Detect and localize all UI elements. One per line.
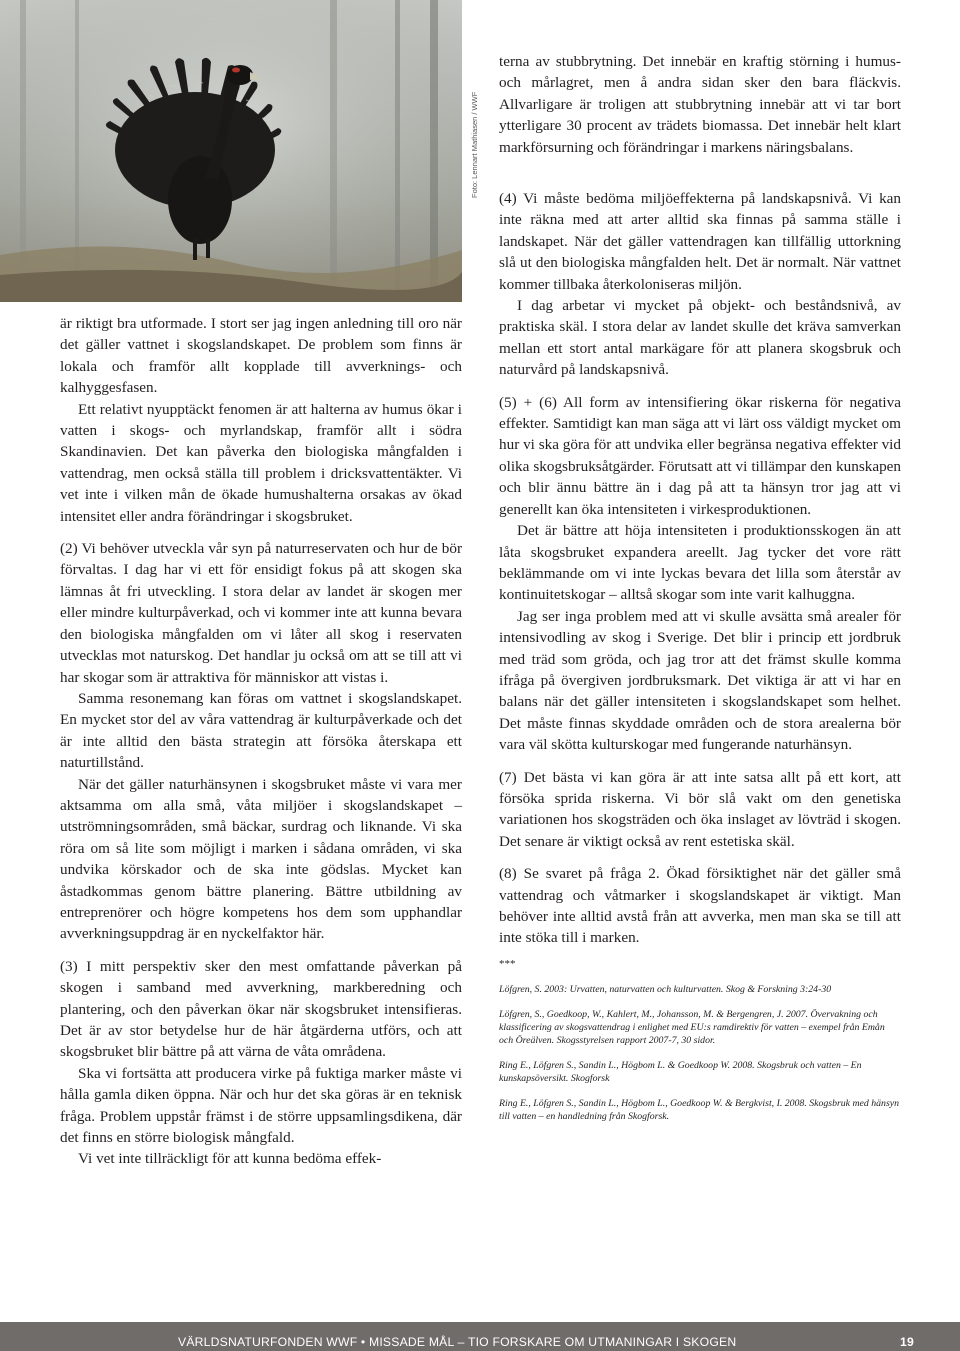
capercaillie-illustration	[0, 0, 462, 302]
paragraph: Jag ser inga problem med att vi skulle avsätta små arealer för intensivodling av skog i Sverige. Det blir i princip ett jordbruk med träd som gröda, och jag tror att det främst skulle komma ifråga på övergiven jordbruksmark. Det viktiga är att vi har en balans när det gäller intensiteten i skogslandskapet som helhet. Det måste finnas skyddade områden och de stora arealerna bör vara väl skötta kulturskogar med fungerande naturhänsyn.	[499, 607, 901, 754]
paragraph: Vi vet inte tillräckligt för att kunna bedöma effek-	[78, 1150, 382, 1168]
paragraph: (7) Det bästa vi kan göra är att inte satsa allt på ett kort, att försöka sprida riskerna. Vi bör slå vakt om den genetiska variationen hos skogsträden och öka inslaget av lövträd i skogen. Det senare är viktigt också av rent estetiska skäl.	[499, 768, 901, 850]
separator: ***	[499, 957, 516, 970]
page-number: 19	[900, 1335, 914, 1349]
reference-item: Ring E., Löfgren S., Sandin L., Högbom L., Goedkoop W. & Bergkvist, I. 2008. Skogsbruk med hänsyn till vatten – en handledning från Skogforsk.	[499, 1097, 900, 1122]
footer-title: VÄRLDSNATURFONDEN WWF • MISSADE MÅL – TIO FORSKARE OM UTMANINGAR I SKOGEN	[178, 1335, 737, 1349]
reference-item: Löfgren, S., Goedkoop, W., Kahlert, M., Johansson, M. & Bergengren, J. 2007. Övervakning och klassificering av skogsvattendrag i enlighet med EU:s ramdirektiv för vatten – exempel från Emån och Öreälven. Skogsstyrelsen rapport 2007-7, 30 sidor.	[499, 1008, 885, 1046]
paragraph: är riktigt bra utformade. I stort ser jag ingen anledning till oro när det gäller vattnet i skogslandskapet. De problem som finns är lokala och framför allt kopplade till avverknings- och kalhyggesfasen.	[60, 315, 462, 397]
paragraph: (2) Vi behöver utveckla vår syn på naturreservaten och hur de bör förvaltas. I dag har vi ett för ensidigt fokus på att skogen ska lämnas åt fri utveckling. I stora delar av landet är skogen mer eller mindre kulturpåverkad, och vi kommer inte att kunna bevara den biologiska mångfalden om vi låter all skog i reservaten utvecklas mot naturskog. Det handlar ju också om att se till att vi har skogar som är attraktiva för människor att vistas i.	[60, 540, 462, 686]
references	[499, 983, 901, 1123]
paragraph: Ett relativt nyupptäckt fenomen är att halterna av humus ökar i vatten i skogs- och myrlandskap, framför allt i södra Skandinavien. Det kan påverka den biologiska mångfalden i vattendrag, men också ställa till problem i dricksvattentäkter. Vi vet inte i vilken mån de ökade humushalterna orsakas av ökad intensitet eller andra förändringar i skogsbruket.	[60, 400, 462, 525]
paragraph: (8) Se svaret på fråga 2. Ökad försiktighet när det gäller små vattendrag och våtmarker i skogslandskapet är viktigt. Man behöver inte alltid avstå från att avverka, men man ska se till att inte stöka till i marken.	[499, 865, 901, 947]
page-footer	[0, 1322, 960, 1351]
paragraph: Ska vi fortsätta att producera virke på fuktiga marker måste vi hålla gamla diken öppna. När och hur det ska göras är en teknisk fråga. Problem uppstår främst i de större uppsamlingsdikena, där det finns en större biologisk mångfald.	[60, 1064, 462, 1147]
right-paragraphs	[499, 188, 901, 949]
photo-credit: Foto: Lennart Mathiasen / WWF	[470, 91, 479, 198]
reference-item: Löfgren, S. 2003: Urvatten, naturvatten och kulturvatten. Skog & Forskning 3:24-30	[499, 983, 832, 995]
reference-item: Ring E., Löfgren S., Sandin L., Högbom L. & Goedkoop W. 2008. Skogsbruk och vatten – En kunskapsöversikt. Skogforsk	[499, 1059, 862, 1084]
paragraph: (5) + (6) All form av intensifiering ökar riskerna för negativa effekter. Samtidigt kan man säga att vi lärt oss väldigt mycket om hur vi ska göra för att undvika eller begränsa negativa effekter vid olika skogsbruksåtgärder. Förutsatt att vi tillämpar den kunskapen och blir ännu bättre än i dag på att ta hänsyn tror jag att vi generellt kan öka intensiteten i virkesproduktionen.	[499, 393, 901, 518]
paragraph: I dag arbetar vi mycket på objekt- och beståndsnivå, av praktiska skäl. I stora delar av landet skulle det kräva samverkan mellan ett stort antal markägare för att planera skogsbruk och naturvård på landskapsnivå.	[499, 297, 901, 379]
paragraph: (4) Vi måste bedöma miljöeffekterna på landskapsnivå. Vi kan inte räkna med att arter alltid ska finnas på samma ställe i landskapet. När det gäller vattendragen kan tillfällig uttorkning slå ut den biologiska mångfalden helt. Det är normalt. När vattnet kommer tillbaka återkoloniseras miljön.	[499, 190, 901, 293]
left-column	[60, 313, 462, 1170]
paragraph: (3) I mitt perspektiv sker den mest omfattande påverkan på skogen i samband med avverkning, markberedning och plantering, och den påverkan ökar när skogsbruket intensifieras. Det är av stor betydelse hur de här åtgärderna utförs, och att skogsbruket blir bättre på att värna de våta områdena.	[60, 957, 462, 1061]
paragraph: Det är bättre att höja intensiteten i produktionsskogen än att låta skogsbruket expandera areellt. Jag tycker det vore rätt beklämmande om vi inte lyckas bevara det lilla som återstår av kontinuitetskogar – alltså skogar som inte varit kalhuggna.	[499, 522, 901, 604]
right-column-top	[499, 51, 901, 158]
paragraph: terna av stubbrytning. Det innebär en kraftig störning i humus- och mårlagret, men å andra sidan sker den bara fläckvis. Allvarligare är troligen att stubbrytning innebär att vi tar bort ytterligare 30 procent av trädets biomassa. Det innebär helt klart markförsurning och förändringar i markens näringsbalans.	[499, 53, 901, 156]
paragraph: När det gäller naturhänsynen i skogsbruket måste vi vara mer aktsamma om alla små, våta miljöer i skogslandskapet – utströmningsområden, små bäckar, surdrag och liknande. Vi ska röra om så lite som möjligt i marken i sådana områden, vi ska undvika körskador och de ska inte gödslas. Mycket kan åstadkommas genom bättre planering. Bättre utbildning av entreprenörer och högre kompetens hos dem som upphandlar avverkningsuppdrag är en nyckelfaktor här.	[60, 775, 462, 943]
paragraph: Samma resonemang kan föras om vattnet i skogslandskapet. En mycket stor del av våra vattendrag är kulturpåverkade och det är inte alltid den bästa strategin att försöka återskapa ett naturtillstånd.	[60, 689, 462, 772]
right-column	[499, 188, 901, 1135]
capercaillie-photo	[0, 0, 462, 302]
